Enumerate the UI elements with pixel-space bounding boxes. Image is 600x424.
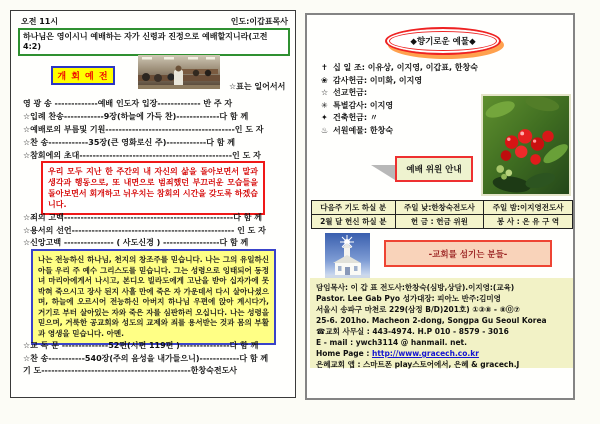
church-servants-box: -교회를 섬기는 분들- (384, 240, 552, 267)
section-title-badge: 개 회 예 전 (51, 66, 115, 85)
flower-icon: ❀ (321, 75, 328, 85)
confession-call-box: 우리 모두 지난 한 주간의 내 자신의 삶을 돌아보면서 말과 생각과 행동으로, 또 내면으로 범죄했던 부끄러운 모습들을 돌아보면서 회개하고 뉘우치는 참회의 시간을 갖도록 하겠습니다. (41, 161, 265, 215)
order-line: ☆참회에의 초대----------------------------------------------인 도 자 (23, 151, 261, 160)
offering-text: 특별감사: 이지영 (333, 100, 394, 110)
congregation-photo (138, 55, 220, 89)
duty-cell: 다음주 기도 하실 분 (312, 201, 396, 215)
offering-text: 건축헌금: 〃 (333, 113, 378, 122)
worship-committee-box: 예배 위원 안내 (395, 156, 473, 182)
order-line: ☆신앙고백 --------------- ( 사도신경 ) -----------------다 함 께 (23, 238, 249, 247)
service-time: 오전 11시 (21, 17, 59, 26)
homepage-label: Home Page : (316, 349, 372, 358)
order-of-worship-readings (23, 340, 289, 378)
offering-item (321, 75, 478, 88)
offering-list (321, 62, 478, 137)
verse-box: 하나님은 영이시니 예배하는 자가 신령과 진정으로 예배할지니라(고전4:2) (18, 28, 290, 56)
table-row (312, 215, 573, 229)
offering-item (321, 112, 478, 125)
offering-item (321, 87, 478, 100)
star-icon: ☆ (321, 88, 329, 97)
email-line: E - mail : ywch3114 @ hanmail. net. (316, 338, 467, 347)
offering-text: 십 일 조: 이유상, 이지영, 이갑표, 한창숙 (333, 63, 478, 72)
right-page (305, 13, 575, 400)
vow-offering-icon: ♨ (321, 125, 329, 135)
order-line: ☆찬 송------------35장(큰 영화로신 주)------------다 함 께 (23, 138, 235, 147)
duty-cell: 헌 금 : 헌금 위원 (395, 215, 484, 229)
order-of-worship-confession (23, 212, 289, 250)
order-of-worship-opening (23, 97, 289, 162)
stand-note: ☆표는 일어서서 (229, 82, 286, 91)
order-line: ☆찬 송-----------540장(주의 음성을 내가들으니)------------다 함 께 (23, 353, 269, 363)
pastor-english-line: Pastor. Lee Gab Pyo 성가대장: 피아노 반주:김미영 (316, 294, 501, 303)
duty-table (311, 200, 573, 229)
duty-cell: 주일 낮:한창숙전도사 (395, 201, 484, 215)
duty-cell: 봉 사 : 온 유 구 역 (484, 215, 573, 229)
berries-photo (481, 94, 571, 196)
diamond-icon: ✦ (321, 113, 328, 122)
order-line: 기 도---------------------------------------------한창숙전도사 (23, 366, 238, 375)
service-leader: 인도:이갑표목사 (230, 17, 288, 26)
order-line: ☆예배로의 부름및 기원---------------------------------------인 도 자 (23, 125, 264, 134)
address-korean-line: 서울시 송파구 마천로 229(삼정 B/D)201호) ①③⑧ - ⑧⓪⑦ (316, 305, 520, 314)
order-line: ☆입례 찬송------------9장(하늘에 가득 찬)-------------다 함 께 (23, 112, 249, 121)
app-line: 은혜교회 앱 : 스마트폰 play스토어에서, 은혜 & gracech.J (316, 360, 520, 369)
left-page-header (21, 16, 288, 27)
left-page (10, 10, 296, 398)
address-english-line: 25-6. 201ho. Macheon 2-dong, Songpa Gu Seoul Korea (316, 316, 547, 325)
offering-item (321, 62, 478, 75)
duty-cell: 주일 밤:이지영전도사 (484, 201, 573, 215)
homepage-line (316, 348, 567, 359)
phone-line: ☎교회 사무실 : 443-4974. H.P 010 - 8579 - 3016 (316, 327, 509, 336)
offerings-title-oval: ◆향기로운 예물◆ (385, 27, 501, 55)
order-line: ☆교 독 문 --------------52편(시편 119편 )---------------다 함 께 (23, 341, 259, 350)
offering-item (321, 125, 478, 138)
order-line: 영 광 송 -------------예배 인도자 입장------------- 반 주 자 (23, 99, 233, 108)
pastor-line: 담임목사: 이 갑 표 전도사:한창숙(심방,상담).이지영:(교육) (316, 283, 515, 292)
callout-pointer (371, 165, 395, 180)
offering-text: 선교헌금: (333, 88, 368, 97)
offering-text: 감사헌금: 이미화, 이지영 (333, 75, 423, 85)
order-line: ☆용서의 선언------------------------------------------------- 인 도 자 (23, 225, 266, 235)
offering-item (321, 100, 478, 113)
asterisk-icon: ✳ (321, 100, 328, 110)
contact-info-box (310, 278, 573, 368)
apostles-creed-box: 나는 전능하신 하나님, 천지의 창조주를 믿습니다. 나는 그의 유일하신 아들 우리 주 예수 그리스도를 믿습니다. 그는 성령으로 잉태되어 동정녀 마리아에게서 나시고, 본디오 빌라도에게 고난을 받아 십자가에 못 박혀 죽으시고 장사 된지 사흘 만에 죽은 자 가운데서 다시 살아나셨으며, 하늘에 오르시어 전능하신 아버지 하나님 우편에 앉아 계시다가, 거기로 부터 살아있는 자와 죽은 자를 심판하러 오십니다. 나는 성령을 믿으며, 거룩한 공교회와 성도의 교제와 죄를 용서받는 것과 몸의 부활과 영생을 믿습니다. 아멘. (31, 249, 276, 345)
homepage-link[interactable]: http://www.gracech.co.kr (371, 349, 479, 358)
church-clipart-icon (325, 233, 370, 279)
order-line: ☆죄의 고백---------------------------------------------------다 함 께 (23, 213, 262, 222)
cross-icon: ✝ (321, 63, 328, 72)
offering-text: 서원예물: 한창숙 (333, 125, 394, 135)
table-row (312, 201, 573, 215)
duty-cell: 2월 달 헌신 하실 분 (312, 215, 396, 229)
